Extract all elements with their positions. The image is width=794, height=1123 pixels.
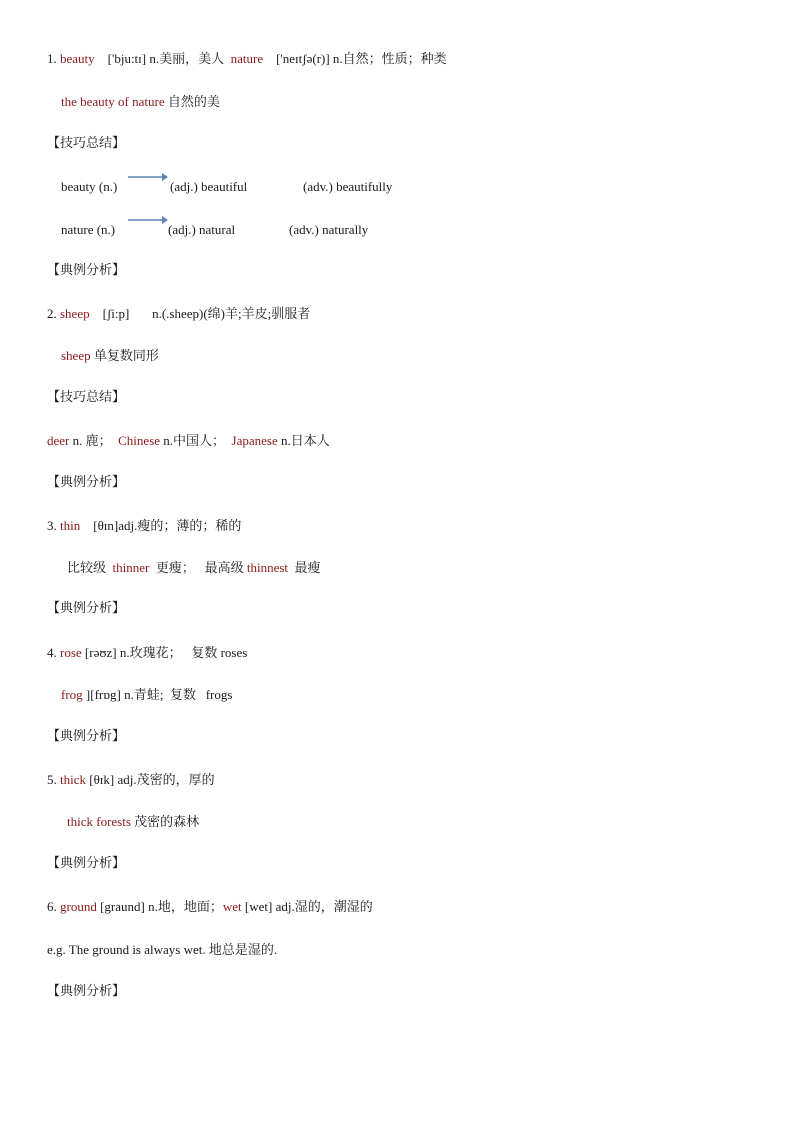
- definition: ['bju:tɪ] n.美丽，美人: [94, 51, 231, 66]
- entry-number: 2.: [47, 306, 60, 321]
- phrase-line: [61, 94, 220, 110]
- vocab-word: sheep: [60, 306, 90, 321]
- word-form-row: [61, 179, 117, 195]
- definition: ][frɒg] n.青蛙; 复数 frogs: [82, 687, 233, 702]
- superlative-note: 最瘦: [288, 560, 321, 575]
- definition: [θɪn]adj.瘦的；薄的；稀的: [80, 518, 242, 533]
- section-heading: 【典例分析】: [47, 984, 126, 999]
- section-heading: 【典例分析】: [47, 263, 126, 278]
- vocab-word: Japanese: [231, 433, 278, 448]
- comparative-note: 更瘦； 最高级: [149, 560, 247, 575]
- entry-3-line: [47, 518, 241, 534]
- arrow-icon: [127, 215, 169, 225]
- adj-form: (adj.) beautiful: [170, 179, 248, 194]
- phrase-translation: 茂密的森林: [130, 814, 200, 829]
- entry-5-line: [47, 772, 215, 788]
- examples-line: [47, 433, 330, 449]
- comparative-word: thinner: [112, 560, 150, 575]
- phrase-translation: 自然的美: [164, 94, 220, 109]
- vocab-word: beauty: [60, 51, 95, 66]
- definition: [ʃi:p] n.(.sheep)(绵)羊;羊皮;驯服者: [89, 306, 311, 321]
- note: 单复数同形: [90, 348, 159, 363]
- phrase: the beauty of nature: [61, 94, 165, 109]
- phrase: thick forests: [67, 814, 131, 829]
- definition: [graund] n.地，地面；: [96, 899, 223, 914]
- entry-number: 6.: [47, 899, 60, 914]
- vocab-word: nature: [230, 51, 264, 66]
- definition: n.中国人；: [160, 433, 232, 448]
- entry-6-line: [47, 899, 373, 915]
- adj-form: (adj.) natural: [168, 222, 236, 237]
- entry-number: 4.: [47, 645, 60, 660]
- section-heading: 【典例分析】: [47, 475, 126, 490]
- entry-number: 1.: [47, 51, 60, 66]
- entry-1-line: [47, 51, 447, 67]
- note-line: [61, 348, 159, 364]
- entry-number: 3.: [47, 518, 60, 533]
- vocab-word: frog: [61, 687, 83, 702]
- adv-form: (adv.) naturally: [289, 222, 369, 237]
- definition: [rəʊz] n.玫瑰花； 复数 roses: [81, 645, 248, 660]
- section-heading: 【典例分析】: [47, 729, 126, 744]
- arrow-icon: [127, 172, 169, 182]
- section-heading: 【技巧总结】: [47, 390, 126, 405]
- vocab-word: wet: [222, 899, 242, 914]
- word-form-row: [61, 222, 115, 238]
- entry-4-line: [47, 645, 247, 661]
- definition: n.日本人: [277, 433, 330, 448]
- noun-form: nature (n.): [61, 222, 116, 237]
- superlative-word: thinnest: [246, 560, 289, 575]
- section-heading: 【技巧总结】: [47, 136, 126, 151]
- vocab-word: Chinese: [118, 433, 161, 448]
- vocab-word: rose: [60, 645, 82, 660]
- example-sentence: e.g. The ground is always wet. 地总是湿的.: [47, 942, 278, 957]
- adv-form: (adv.) beautifully: [303, 179, 393, 194]
- entry-2-line: [47, 306, 310, 322]
- entry-number: 5.: [47, 772, 60, 787]
- vocab-word: ground: [60, 899, 97, 914]
- section-heading: 【典例分析】: [47, 601, 126, 616]
- vocab-word: thin: [60, 518, 81, 533]
- definition: n. 鹿；: [69, 433, 119, 448]
- comparative-label: 比较级: [67, 560, 113, 575]
- comparison-line: [67, 560, 321, 576]
- frog-line: [61, 687, 232, 703]
- section-heading: 【典例分析】: [47, 856, 126, 871]
- noun-form: beauty (n.): [61, 179, 118, 194]
- vocab-word: deer: [47, 433, 70, 448]
- phrase-line: [67, 814, 199, 830]
- vocab-word: thick: [60, 772, 86, 787]
- vocab-word: sheep: [61, 348, 91, 363]
- definition: [θɪk] adj.茂密的，厚的: [86, 772, 215, 787]
- definition: [wet] adj.湿的，潮湿的: [241, 899, 373, 914]
- definition: ['neɪtʃə(r)] n.自然；性质；种类: [263, 51, 447, 66]
